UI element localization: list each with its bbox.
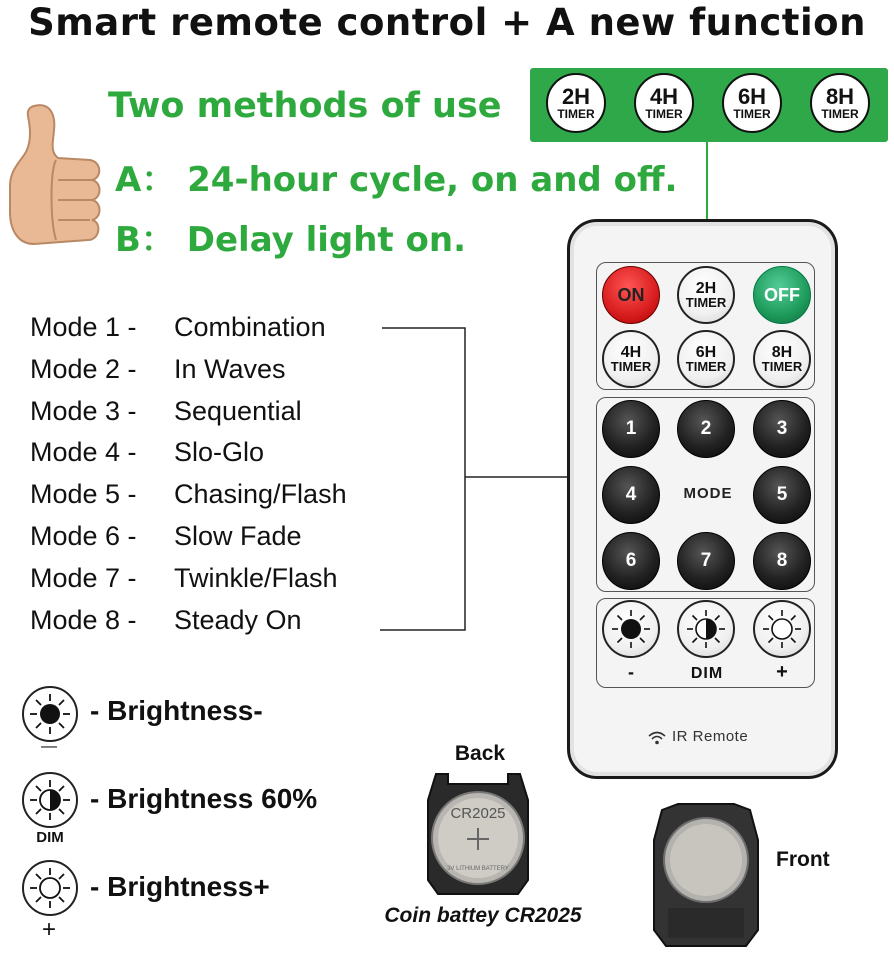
battery-front-label: Front	[776, 848, 830, 871]
mode-item-2	[30, 353, 286, 385]
battery-holder-back	[418, 770, 538, 898]
coin-text: CR2025	[450, 805, 506, 822]
legend-brightness-minus: - Brightness-	[90, 695, 263, 726]
legend-brightness-60: - Brightness 60%	[90, 783, 318, 814]
mode-number: Mode 8 -	[30, 605, 137, 635]
battery-back-label: Back	[454, 742, 506, 765]
mode-item-6	[30, 520, 302, 552]
mode-3-button[interactable]: 3	[753, 400, 811, 458]
timer-hours: 4H	[620, 343, 642, 361]
brightness-half-icon	[683, 606, 729, 652]
mode-1-button[interactable]: 1	[602, 400, 660, 458]
mode-number: Mode 1 -	[30, 312, 137, 342]
thumbs-up-icon	[4, 100, 104, 252]
legend-plus-sign: +	[41, 916, 56, 943]
page-title: Smart remote control + A new function	[28, 1, 866, 44]
timer-2h-button[interactable]	[677, 266, 735, 324]
timer-hours: 6H	[695, 343, 717, 361]
on-button[interactable]: ON	[602, 266, 660, 324]
dim-half-button[interactable]	[677, 600, 735, 658]
timer-6h-button[interactable]	[677, 330, 735, 388]
dim-plus-label: +	[776, 661, 788, 683]
timer-label: TIMER	[557, 106, 595, 121]
dim-plus-button[interactable]	[753, 600, 811, 658]
mode-number: Mode 5 -	[30, 479, 137, 509]
mode-7-button[interactable]: 7	[677, 532, 735, 590]
mode-label: MODE	[683, 485, 733, 502]
brightness-plus-icon	[759, 606, 805, 652]
brightness-minus-icon	[608, 606, 654, 652]
mode-name: Steady On	[174, 605, 302, 635]
mode-number: Mode 6 -	[30, 521, 137, 551]
timer-4h-button[interactable]	[602, 330, 660, 388]
mode-item-1	[30, 311, 326, 343]
mode-item-4	[30, 436, 265, 468]
timer-hours: 2H	[695, 279, 717, 297]
legend-brightness-plus: - Brightness+	[90, 871, 270, 902]
timer-label: TIMER	[821, 106, 859, 121]
mode-2-button[interactable]: 2	[677, 400, 735, 458]
timer-label: TIMER	[733, 106, 771, 121]
battery-holder-front	[648, 800, 764, 950]
mode-name: Chasing/Flash	[174, 479, 347, 509]
timer-hours: 6H	[737, 83, 767, 109]
timer-hours: 8H	[771, 343, 793, 361]
brightness-half-icon	[20, 770, 80, 830]
mode-name: Twinkle/Flash	[174, 563, 338, 593]
timer-label: TIMER	[645, 106, 683, 121]
mode-5-button[interactable]: 5	[753, 466, 811, 524]
mode-number: Mode 7 -	[30, 563, 137, 593]
brightness-plus-icon	[20, 858, 80, 918]
timer-8h-badge	[810, 73, 870, 133]
timer-2h-badge	[546, 73, 606, 133]
mode-number: Mode 4 -	[30, 437, 137, 467]
dim-minus-label: -	[628, 662, 634, 682]
method-b: B： Delay light on.	[115, 220, 467, 260]
mode-item-7	[30, 562, 338, 594]
mode-name: Sequential	[174, 396, 302, 426]
coin-subtext: 3V LITHIUM BATTERY	[447, 866, 509, 872]
legend-dim-sign: DIM	[36, 829, 64, 846]
timer-label: TIMER	[685, 358, 727, 374]
mode-name: Combination	[174, 312, 326, 342]
timer-hours: 8H	[825, 83, 855, 109]
battery-caption: Coin battey CR2025	[384, 904, 582, 927]
mode-4-button[interactable]: 4	[602, 466, 660, 524]
ir-remote-label: IR Remote	[672, 728, 749, 745]
timer-label: TIMER	[761, 358, 803, 374]
off-button[interactable]: OFF	[753, 266, 811, 324]
wifi-icon	[648, 730, 666, 746]
mode-item-8	[30, 604, 302, 636]
timer-hours: 4H	[649, 83, 679, 109]
mode-8-button[interactable]: 8	[753, 532, 811, 590]
timer-6h-badge	[722, 73, 782, 133]
method-a: A： 24-hour cycle, on and off.	[115, 160, 678, 200]
mode-name: Slo-Glo	[174, 437, 265, 467]
mode-name: In Waves	[174, 354, 286, 384]
timer-label: TIMER	[685, 294, 727, 310]
methods-heading: Two methods of use	[108, 86, 502, 126]
timer-8h-button[interactable]	[753, 330, 811, 388]
dim-label: DIM	[690, 665, 724, 682]
legend-minus-sign: —	[41, 738, 57, 755]
timer-4h-badge	[634, 73, 694, 133]
mode-item-3	[30, 395, 302, 427]
mode-6-button[interactable]: 6	[602, 532, 660, 590]
mode-item-5	[30, 478, 347, 510]
mode-number: Mode 3 -	[30, 396, 137, 426]
brightness-minus-icon	[20, 684, 80, 744]
mode-number: Mode 2 -	[30, 354, 137, 384]
timer-label: TIMER	[610, 358, 652, 374]
dim-minus-button[interactable]	[602, 600, 660, 658]
timer-hours: 2H	[561, 83, 591, 109]
mode-name: Slow Fade	[174, 521, 302, 551]
